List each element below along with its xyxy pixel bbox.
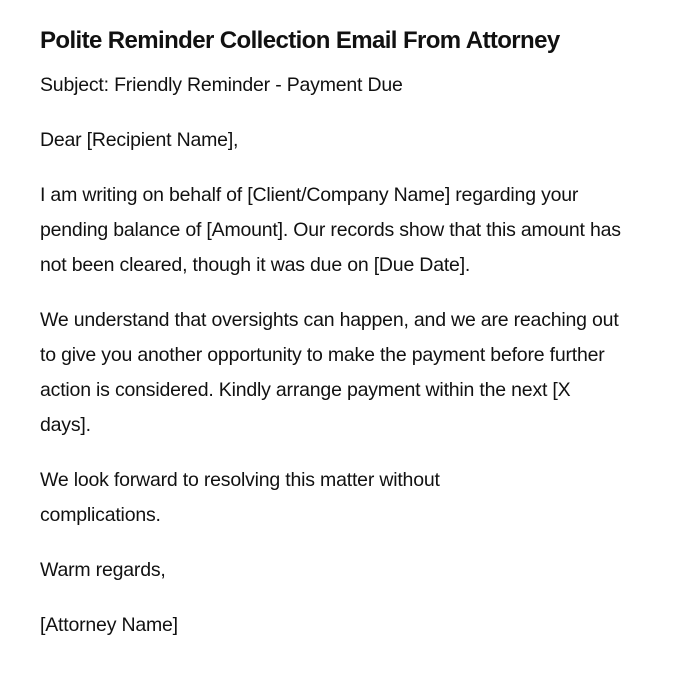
document-title: Polite Reminder Collection Email From Attorney xyxy=(40,27,560,54)
email-greeting: Dear [Recipient Name], xyxy=(40,129,239,151)
email-signature: [Attorney Name] xyxy=(40,614,178,636)
body-paragraph-3: We look forward to resolving this matter without complications. xyxy=(40,469,440,526)
email-subject: Subject: Friendly Reminder - Payment Due xyxy=(40,74,403,96)
body-paragraph-1: I am writing on behalf of [Client/Company Name] regarding your pending balance of [Amount]. Our records show that this amount has not been cleared, though it was due on [Due Date]. xyxy=(40,184,621,276)
body-paragraph-2: We understand that oversights can happen, and we are reaching out to give you another opportunity to make the payment before further action is considered. Kindly arrange payment within the next [X days]. xyxy=(40,309,619,436)
email-template-document xyxy=(40,24,660,663)
email-closing: Warm regards, xyxy=(40,559,166,581)
